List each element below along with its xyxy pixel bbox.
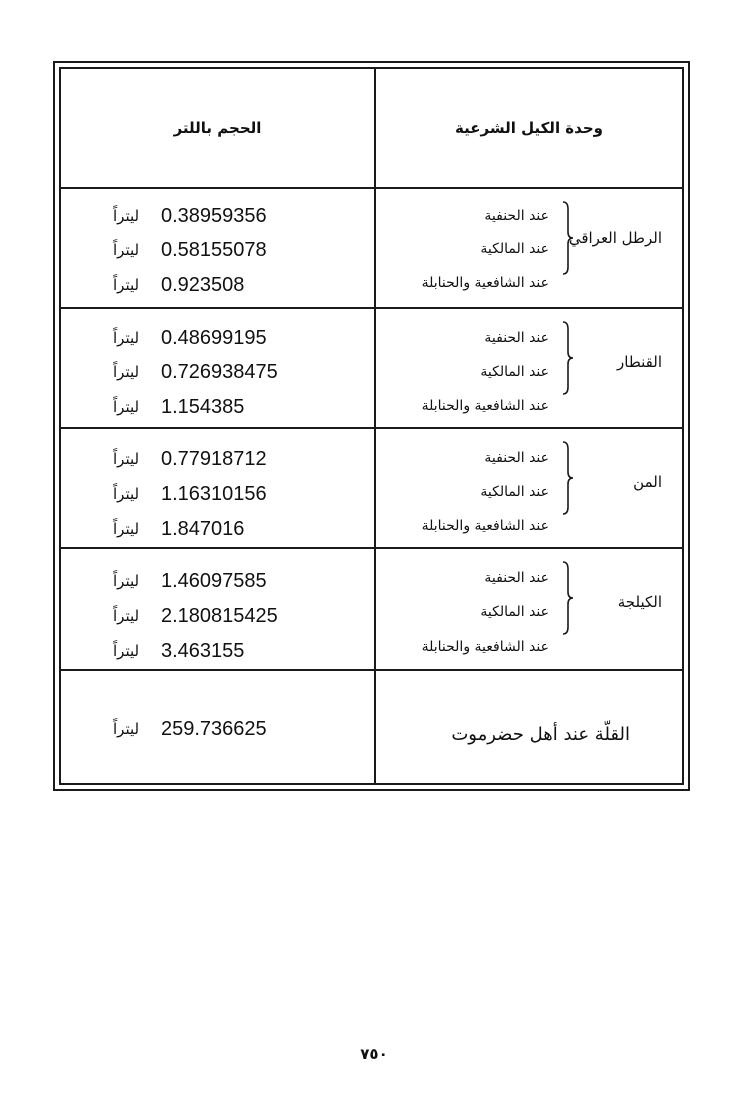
- madhhab-label: عند الشافعية والحنابلة: [421, 398, 549, 414]
- header-volume: الحجم باللتر: [173, 119, 262, 137]
- volume-number: 0.726938475: [161, 360, 278, 383]
- madhhab-label: عند الحنفية: [484, 330, 549, 346]
- volume-number: 1.847016: [161, 517, 245, 540]
- page-number: ٧٥٠: [360, 1045, 388, 1063]
- volume-value: [113, 325, 267, 351]
- volume-number: 0.48699195: [161, 326, 267, 349]
- madhhab-label: عند الحنفية: [484, 208, 549, 224]
- liter-label: ليتراً: [113, 276, 140, 294]
- unit-cell: [376, 671, 682, 787]
- volume-value: [113, 359, 278, 385]
- liter-label: ليتراً: [113, 485, 140, 503]
- madhhab-label: عند الشافعية والحنابلة: [421, 275, 549, 291]
- volume-number: 0.77918712: [161, 447, 267, 470]
- table-row: [61, 429, 682, 547]
- volume-cell: [61, 309, 374, 427]
- table-frame: [53, 61, 690, 791]
- table-row: [61, 189, 682, 307]
- liter-label: ليتراً: [113, 572, 140, 590]
- liter-label: ليتراً: [113, 241, 140, 259]
- volume-number: 0.923508: [161, 273, 245, 296]
- volume-value: [113, 568, 267, 594]
- unit-name: المن: [633, 473, 662, 491]
- volume-number: 2.180815425: [161, 604, 278, 627]
- volume-cell: [61, 671, 374, 787]
- volume-value: [113, 516, 244, 542]
- unit-name: القنطار: [617, 353, 662, 371]
- madhhab-label: عند المالكية: [480, 241, 549, 257]
- madhhab-label: عند المالكية: [480, 484, 549, 500]
- liter-label: ليتراً: [113, 363, 140, 381]
- madhhab-label: عند المالكية: [480, 364, 549, 380]
- table-row: [61, 549, 682, 669]
- volume-value: [113, 638, 244, 664]
- volume-number: 0.38959356: [161, 204, 267, 227]
- curly-brace-icon: [562, 561, 574, 635]
- madhhab-label: عند الشافعية والحنابلة: [421, 518, 549, 534]
- madhhab-label: عند الحنفية: [484, 570, 549, 586]
- header-unit: وحدة الكيل الشرعية: [455, 119, 603, 137]
- madhhab-label: عند الحنفية: [484, 450, 549, 466]
- liter-label: ليتراً: [113, 642, 140, 660]
- volume-value: [113, 203, 267, 229]
- volume-number: 1.154385: [161, 395, 245, 418]
- volume-cell: [61, 189, 374, 307]
- volume-value: [113, 603, 278, 629]
- curly-brace-icon: [562, 321, 574, 395]
- volume-number: 3.463155: [161, 639, 245, 662]
- volume-value: [113, 394, 244, 420]
- unit-name: الكيلجة: [617, 593, 662, 611]
- liter-label: ليتراً: [113, 607, 140, 625]
- volume-value: [113, 446, 267, 472]
- volume-value: [113, 237, 267, 263]
- table-row: [61, 671, 682, 787]
- measures-table: [59, 67, 684, 785]
- volume-value: [113, 715, 267, 743]
- volume-cell: [61, 549, 374, 669]
- curly-brace-icon: [562, 441, 574, 515]
- volume-cell: [61, 429, 374, 547]
- liter-label: ليتراً: [113, 329, 140, 347]
- liter-label: ليتراً: [113, 520, 140, 538]
- volume-number: 1.16310156: [161, 482, 267, 505]
- volume-value: [113, 272, 244, 298]
- volume-number: 0.58155078: [161, 238, 267, 261]
- liter-label: ليتراً: [113, 398, 140, 416]
- unit-cell: [376, 189, 682, 307]
- unit-cell: [376, 309, 682, 427]
- unit-name: الرطل العراقي: [568, 229, 662, 247]
- volume-value: [113, 481, 267, 507]
- unit-name: القلّة عند أهل حضرموت: [451, 723, 630, 745]
- volume-number: 259.736625: [161, 717, 267, 740]
- unit-cell: [376, 549, 682, 669]
- unit-cell: [376, 429, 682, 547]
- liter-label: ليتراً: [113, 720, 140, 738]
- table-row: [61, 309, 682, 427]
- liter-label: ليتراً: [113, 450, 140, 468]
- volume-number: 1.46097585: [161, 569, 267, 592]
- liter-label: ليتراً: [113, 207, 140, 225]
- madhhab-label: عند المالكية: [480, 604, 549, 620]
- madhhab-label: عند الشافعية والحنابلة: [421, 639, 549, 655]
